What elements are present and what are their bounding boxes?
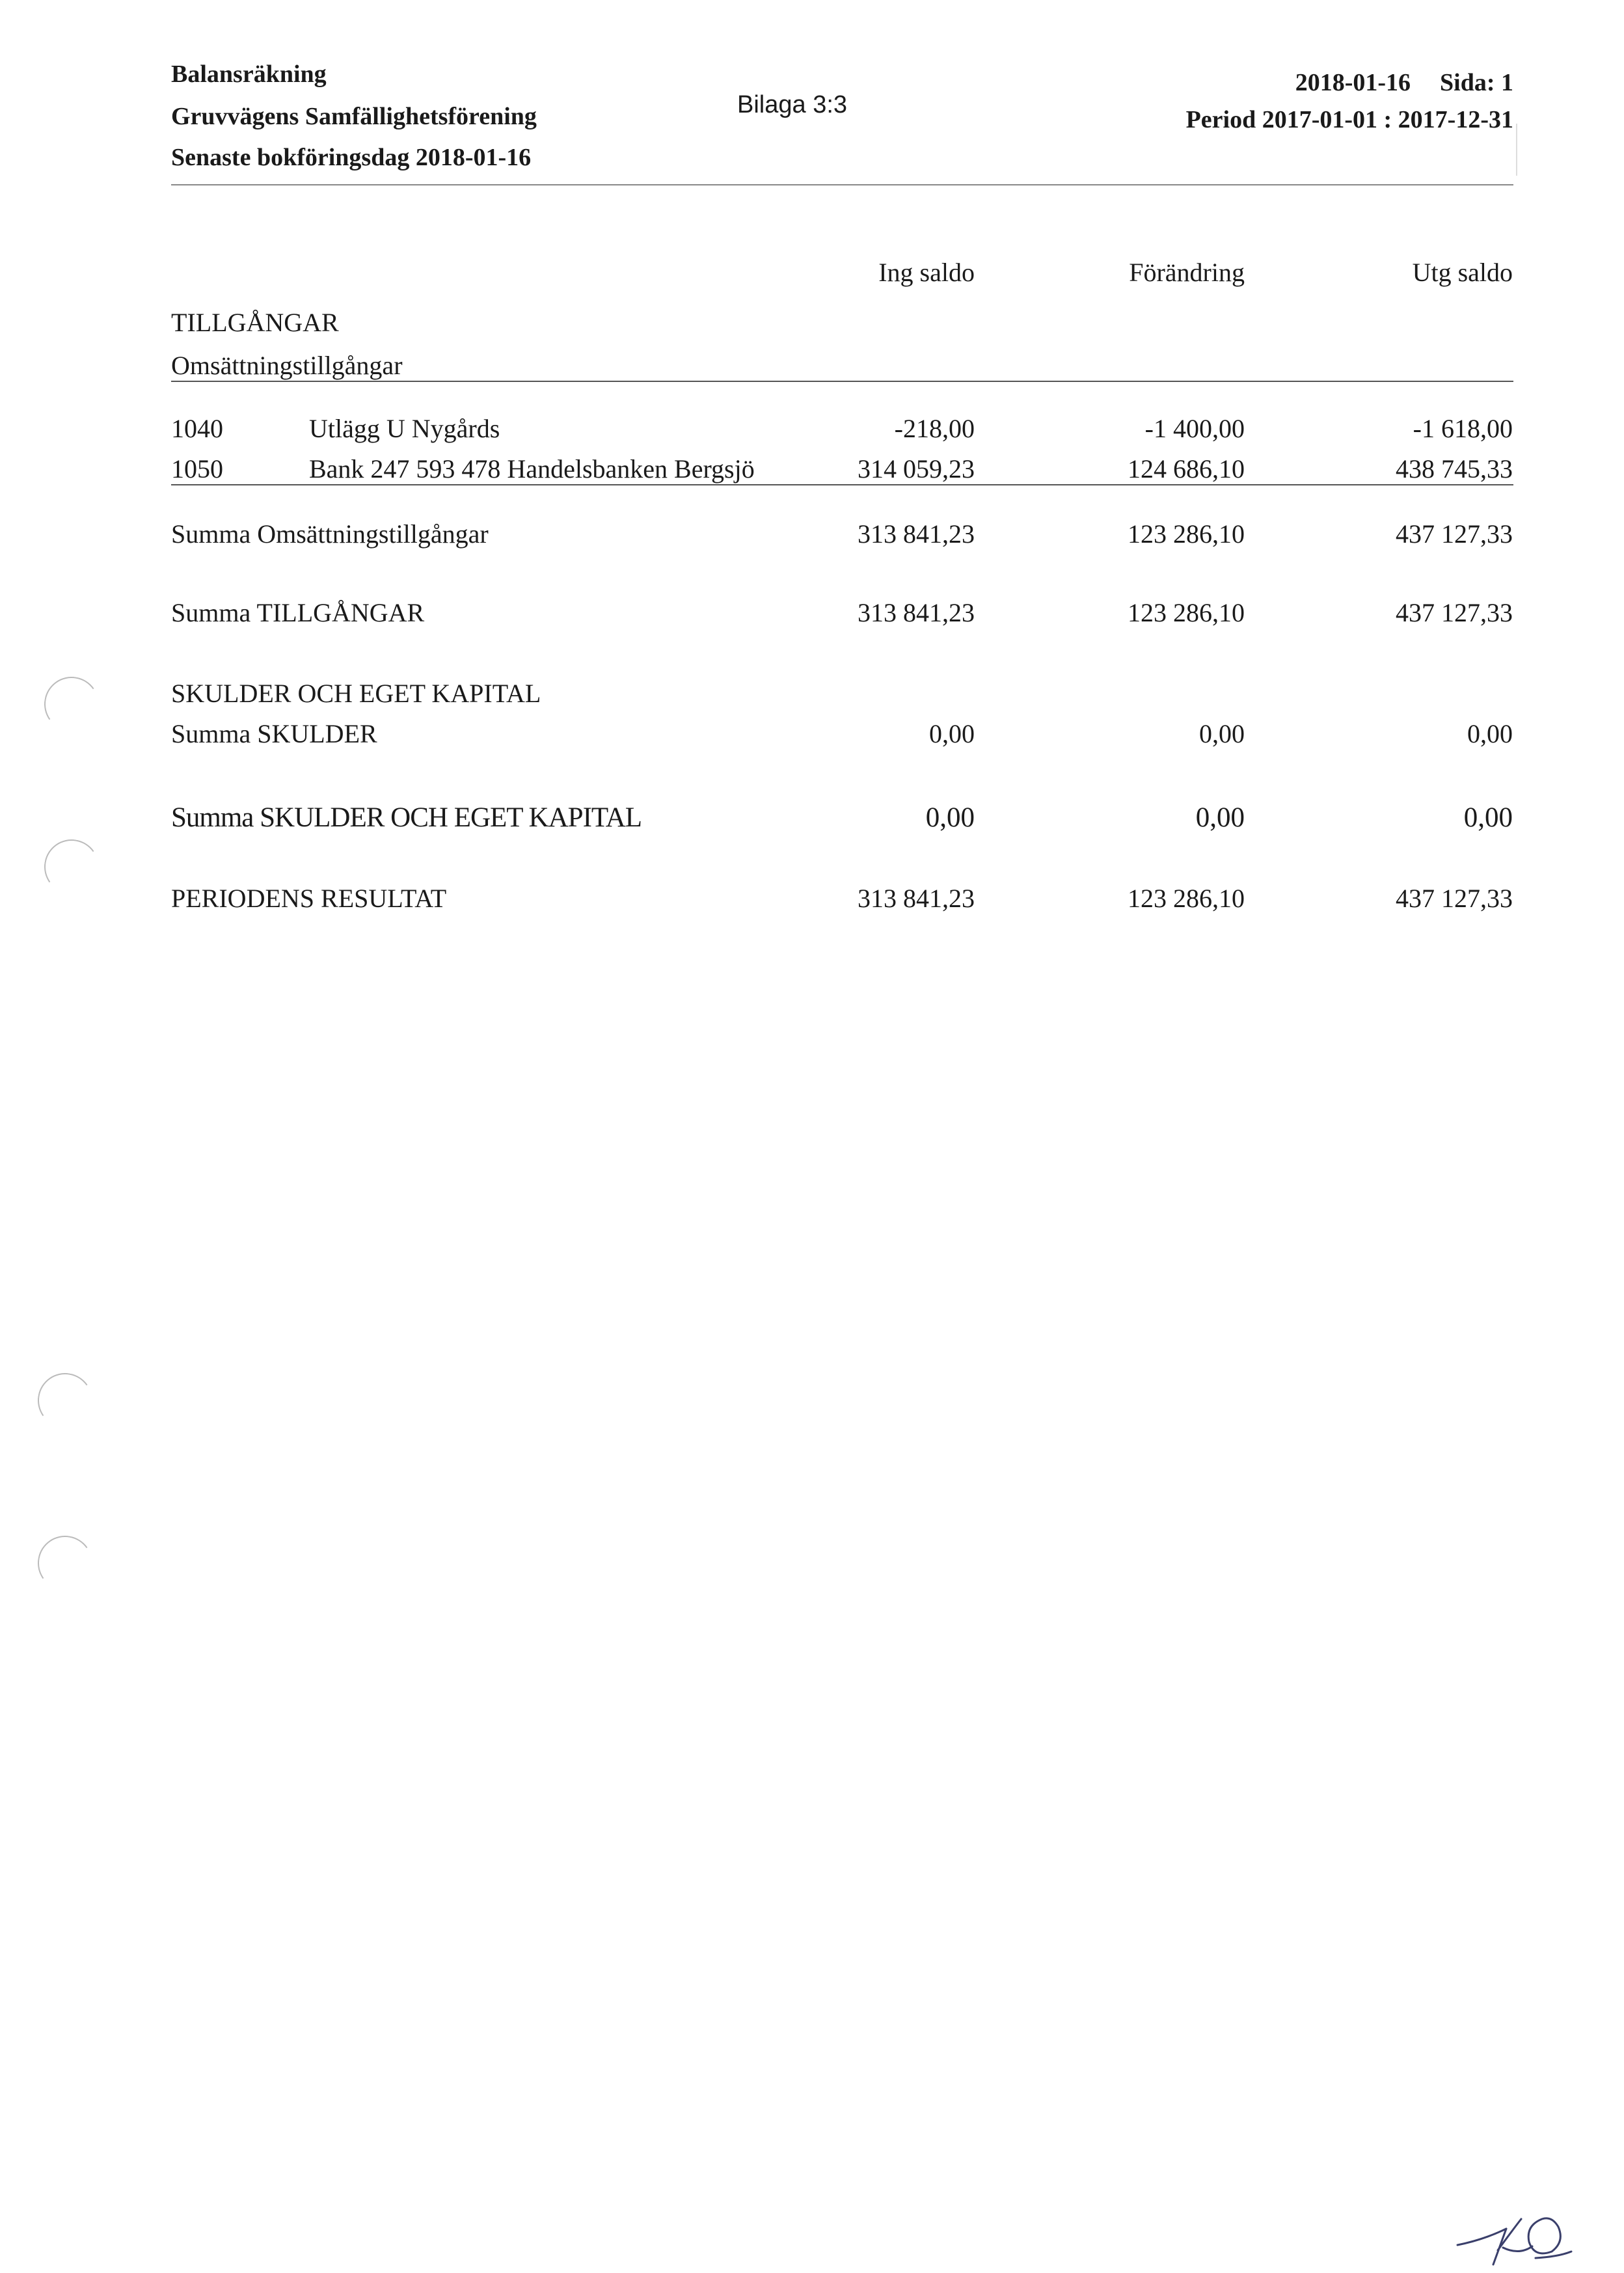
account-number: 1050 xyxy=(171,454,223,483)
period-label: Period xyxy=(1185,106,1256,133)
subheading-underline xyxy=(171,381,1513,382)
liabilities-total-closing: 0,00 xyxy=(1463,802,1513,833)
last-entry-label: Senaste bokföringsdag xyxy=(171,144,410,171)
column-change: Förändring xyxy=(1129,258,1245,287)
liabilities-total-opening: 0,00 xyxy=(925,802,975,833)
report-title: Balansräkning xyxy=(171,61,327,88)
current-assets-total-closing: 437 127,33 xyxy=(1396,519,1513,549)
current-assets-total-opening: 313 841,23 xyxy=(858,519,975,549)
account-opening: 314 059,23 xyxy=(858,454,975,483)
debt-total-closing: 0,00 xyxy=(1467,719,1513,748)
handwritten-initials xyxy=(1444,2199,1575,2271)
assets-heading: TILLGÅNGAR xyxy=(171,308,339,337)
debt-total-opening: 0,00 xyxy=(929,719,975,748)
current-assets-subheading: Omsättningstillgångar xyxy=(171,351,403,380)
header-divider xyxy=(171,184,1513,185)
last-entry-line xyxy=(171,143,531,172)
account-number: 1040 xyxy=(171,414,223,443)
liabilities-total-change: 0,00 xyxy=(1195,802,1245,833)
debt-total-label: Summa SKULDER xyxy=(171,719,377,748)
liabilities-heading: SKULDER OCH EGET KAPITAL xyxy=(171,679,541,708)
account-name: Bank 247 593 478 Handelsbanken Bergsjö xyxy=(309,454,755,483)
organization-name: Gruvvägens Samfällighetsförening xyxy=(171,103,537,130)
assets-total-opening: 313 841,23 xyxy=(858,598,975,627)
current-assets-total-change: 123 286,10 xyxy=(1128,519,1245,549)
assets-total-change: 123 286,10 xyxy=(1128,598,1245,627)
liabilities-total-label: Summa SKULDER OCH EGET KAPITAL xyxy=(171,802,642,833)
period-result-opening: 313 841,23 xyxy=(858,884,975,913)
account-closing: 438 745,33 xyxy=(1396,454,1513,483)
last-entry-date: 2018-01-16 xyxy=(415,144,532,171)
account-closing: -1 618,00 xyxy=(1413,414,1513,443)
punch-hole xyxy=(33,1368,96,1432)
account-change: -1 400,00 xyxy=(1144,414,1245,443)
date-page-line xyxy=(1295,68,1513,97)
scan-edge-mark xyxy=(1516,124,1517,176)
assets-total-closing: 437 127,33 xyxy=(1396,598,1513,627)
page-number: Sida: 1 xyxy=(1440,69,1513,96)
attachment-label: Bilaga 3:3 xyxy=(737,91,848,118)
punch-hole xyxy=(40,672,103,735)
debt-total-change: 0,00 xyxy=(1199,719,1245,748)
assets-total-label: Summa TILLGÅNGAR xyxy=(171,598,425,627)
account-name: Utlägg U Nygårds xyxy=(309,414,500,443)
current-assets-total-label: Summa Omsättningstillgångar xyxy=(171,519,489,549)
account-opening: -218,00 xyxy=(894,414,975,443)
print-date: 2018-01-16 xyxy=(1295,69,1411,96)
period-line xyxy=(1186,105,1513,134)
punch-hole xyxy=(33,1531,96,1594)
column-opening-balance: Ing saldo xyxy=(878,258,975,287)
punch-hole xyxy=(40,835,103,898)
account-change: 124 686,10 xyxy=(1128,454,1245,483)
period-range: 2017-01-01 : 2017-12-31 xyxy=(1262,106,1513,133)
period-result-closing: 437 127,33 xyxy=(1396,884,1513,913)
column-closing-balance: Utg saldo xyxy=(1412,258,1513,287)
period-result-change: 123 286,10 xyxy=(1128,884,1245,913)
period-result-label: PERIODENS RESULTAT xyxy=(171,884,447,913)
accounts-underline xyxy=(171,484,1513,485)
